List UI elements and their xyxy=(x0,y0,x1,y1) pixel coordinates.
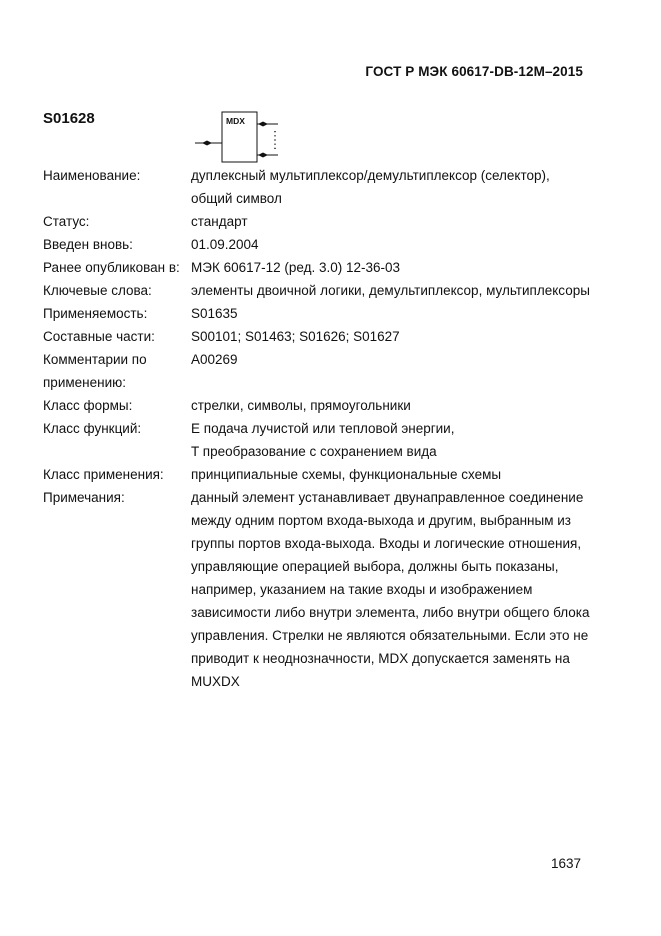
attribute-label xyxy=(43,348,191,394)
bidirectional-arrow-icon xyxy=(258,122,268,127)
attribute-row xyxy=(43,486,603,693)
attribute-value xyxy=(191,348,603,394)
page-number: 1637 xyxy=(550,856,581,871)
attribute-value-line: группы портов входа-выхода. Входы и логические отношения, xyxy=(191,536,582,551)
attribute-value-line: MUXDX xyxy=(191,674,240,689)
attribute-label xyxy=(43,302,191,325)
attribute-row xyxy=(43,210,603,233)
attribute-value xyxy=(191,394,603,417)
attribute-label xyxy=(43,256,191,279)
attribute-label xyxy=(43,463,191,486)
attribute-row xyxy=(43,256,603,279)
attribute-label-line: Ключевые слова: xyxy=(43,283,152,298)
attribute-label-line: Комментарии по xyxy=(43,352,147,367)
attribute-value xyxy=(191,463,603,486)
attribute-value-line: управления. Стрелки не являются обязательными. Если это не xyxy=(191,628,589,643)
attribute-label-line: Наименование: xyxy=(43,168,141,183)
attribute-value-line: зависимости либо внутри элемента, либо внутри общего блока xyxy=(191,605,590,620)
attribute-value-line: МЭК 60617-12 (ред. 3.0) 12-36-03 xyxy=(191,260,401,275)
attribute-row xyxy=(43,302,603,325)
attribute-label xyxy=(43,417,191,463)
attribute-value xyxy=(191,279,603,302)
attribute-label-line: Класс формы: xyxy=(43,398,133,413)
attribute-table xyxy=(43,164,603,693)
attribute-value-line: S00101; S01463; S01626; S01627 xyxy=(191,329,400,344)
attribute-value-line: A00269 xyxy=(191,352,238,367)
attribute-label-line: применению: xyxy=(43,375,126,390)
symbol-label: MDX xyxy=(226,116,245,126)
attribute-label-line: Статус: xyxy=(43,214,90,229)
attribute-label xyxy=(43,164,191,210)
attribute-label-line: Введен вновь: xyxy=(43,237,133,252)
attribute-value-line: 01.09.2004 xyxy=(191,237,259,252)
attribute-label-line: Класс функций: xyxy=(43,421,142,436)
attribute-value-line: S01635 xyxy=(191,306,238,321)
attribute-row xyxy=(43,417,603,463)
attribute-value-line: элементы двоичной логики, демультиплексор, мультиплексоры xyxy=(191,283,590,298)
attribute-value-line: принципиальные схемы, функциональные схемы xyxy=(191,467,502,482)
attribute-value-line: управляющие операцией выбора, должны быть показаны, xyxy=(191,559,559,574)
attribute-row xyxy=(43,348,603,394)
attribute-label-line: Ранее опубликован в: xyxy=(43,260,180,275)
attribute-value-line: E подача лучистой или тепловой энергии, xyxy=(191,421,455,436)
attribute-value-line: приводит к неоднозначности, MDX допускается заменять на xyxy=(191,651,570,666)
attribute-value xyxy=(191,486,603,693)
attribute-label-line: Класс применения: xyxy=(43,467,164,482)
document-header: ГОСТ Р МЭК 60617-DB-12M–2015 xyxy=(365,64,583,79)
attribute-value-line: например, указанием на такие входы и изображением xyxy=(191,582,533,597)
attribute-row xyxy=(43,233,603,256)
attribute-label xyxy=(43,394,191,417)
attribute-label xyxy=(43,325,191,348)
attribute-value-line: T преобразование с сохранением вида xyxy=(191,444,437,459)
attribute-label xyxy=(43,486,191,693)
attribute-value xyxy=(191,164,603,210)
attribute-label xyxy=(43,233,191,256)
attribute-value-line: общий символ xyxy=(191,191,282,206)
attribute-row xyxy=(43,279,603,302)
bidirectional-arrow-icon xyxy=(202,141,212,146)
attribute-value xyxy=(191,325,603,348)
attribute-label-line: Примечания: xyxy=(43,490,125,505)
mdx-symbol-diagram xyxy=(195,110,290,166)
bidirectional-arrow-icon xyxy=(258,153,268,158)
attribute-row xyxy=(43,164,603,210)
attribute-value xyxy=(191,302,603,325)
attribute-value-line: данный элемент устанавливает двунаправленное соединение xyxy=(191,490,584,505)
attribute-label-line: Применяемость: xyxy=(43,306,148,321)
attribute-label xyxy=(43,279,191,302)
attribute-row xyxy=(43,394,603,417)
attribute-value xyxy=(191,256,603,279)
attribute-row xyxy=(43,325,603,348)
attribute-value xyxy=(191,210,603,233)
attribute-label xyxy=(43,210,191,233)
attribute-value-line: стандарт xyxy=(191,214,248,229)
attribute-value-line: между одним портом входа-выхода и другим, выбранным из xyxy=(191,513,571,528)
attribute-value-line: дуплексный мультиплексор/демультиплексор (селектор), xyxy=(191,168,550,183)
attribute-value-line: стрелки, символы, прямоугольники xyxy=(191,398,411,413)
attribute-value xyxy=(191,233,603,256)
attribute-label-line: Составные части: xyxy=(43,329,155,344)
attribute-value xyxy=(191,417,603,463)
attribute-row xyxy=(43,463,603,486)
symbol-id: S01628 xyxy=(43,110,95,127)
